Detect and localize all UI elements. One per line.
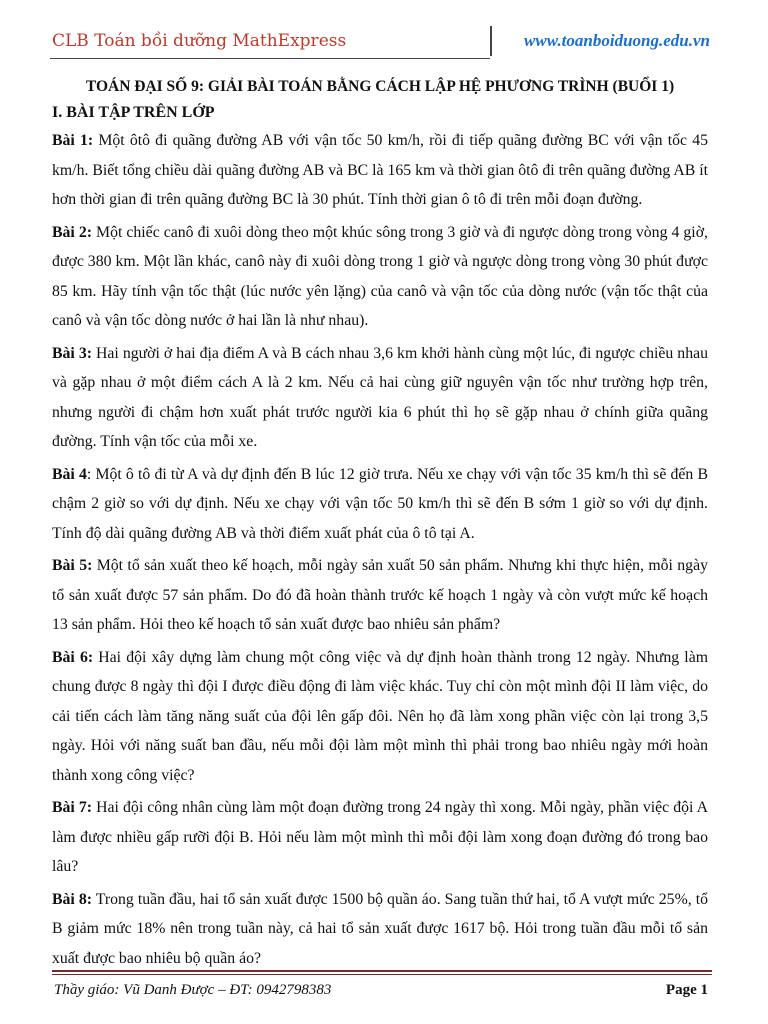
- problem-8: [52, 885, 708, 974]
- header-divider: [50, 58, 490, 59]
- problem-4: [52, 460, 708, 549]
- problem-label: Bài 5:: [52, 557, 93, 574]
- problem-label: Bài 4: [52, 465, 87, 483]
- problem-label: Bài 3:: [52, 344, 92, 362]
- problem-text: Một tổ sản xuất theo kế hoạch, mỗi ngày sản xuất 50 sản phẩm. Nhưng khi thực hiện, mỗi ngày tổ sản xuất được 57 sản phẩm. Do đó đã hoàn thành trước kế hoạch 1 ngày và còn vượt mức kế hoạch 13 sản phẩm. Hỏi theo kế hoạch tổ sản xuất được bao nhiêu sản phẩm?: [52, 557, 708, 633]
- section-heading: I. BÀI TẬP TRÊN LỚP: [52, 104, 215, 121]
- header-separator: [490, 26, 492, 56]
- problem-text: Một chiếc canô đi xuôi dòng theo một khúc sông trong 3 giờ và đi ngược dòng trong vòng 4 giờ, được 380 km. Một lần khác, canô này đi xuôi dòng trong 1 giờ và ngược dòng trong vòng 30 phút được 85 km. Hãy tính vận tốc thật (lúc nước yên lặng) của canô và vận tốc của dòng nước (vận tốc thật của canô và vận tốc dòng nước ở hai lần là như nhau).: [52, 223, 708, 329]
- problem-1: [52, 126, 708, 215]
- problem-label: Bài 8:: [52, 890, 93, 908]
- footer-teacher: Thầy giáo: Vũ Danh Được – ĐT: 0942798383: [54, 982, 332, 998]
- problem-3: [52, 339, 708, 457]
- website-link[interactable]: www.toanboiduong.edu.vn: [524, 31, 710, 50]
- problem-label: Bài 7:: [52, 799, 93, 816]
- problem-text: Hai đội xây dựng làm chung một công việc và dự định hoàn thành trong 12 ngày. Nhưng làm chung được 8 ngày thì đội I được điều động đi làm việc khác. Tuy chỉ còn một mình đội II làm việc, do cải tiến cách làm tăng năng suất của đội lên gấp đôi. Nên họ đã làm xong phần việc còn lại trong 3,5 ngày. Hỏi với năng suất ban đầu, nếu mỗi đội làm một mình thì phải trong bao nhiêu ngày mới hoàn thành xong công việc?: [52, 648, 708, 784]
- problem-text: Hai đội công nhân cùng làm một đoạn đường trong 24 ngày thì xong. Mỗi ngày, phần việc đội A làm được nhiều gấp rưỡi đội B. Hỏi nếu làm một mình thì mỗi đội làm xong đoạn đường đó trong bao lâu?: [52, 799, 708, 875]
- problem-6: [52, 643, 708, 791]
- problem-5: [52, 551, 708, 640]
- problem-label: Bài 1:: [52, 132, 94, 149]
- problem-text: : Một ô tô đi từ A và dự định đến B lúc 12 giờ trưa. Nếu xe chạy với vận tốc 35 km/h thì sẽ đến B chậm 2 giờ so với dự định. Nếu xe chạy với vận tốc 50 km/h thì sẽ đến B sớm 1 giờ so với dự định. Tính độ dài quãng đường AB và thời điểm xuất phát của ô tô tại A.: [52, 465, 708, 542]
- document-title: TOÁN ĐẠI SỐ 9: GIẢI BÀI TOÁN BẰNG CÁCH LẬP HỆ PHƯƠNG TRÌNH (BUỔI 1): [85, 78, 675, 95]
- footer-divider: [52, 970, 712, 972]
- document-body: [52, 72, 708, 976]
- footer-divider-thin: [52, 974, 712, 975]
- problem-text: Một ôtô đi quãng đường AB với vận tốc 50 km/h, rồi đi tiếp quãng đường BC với vận tốc 45 km/h. Biết tổng chiều dài quãng đường AB và BC là 165 km và thời gian ôtô đi trên quãng đường AB ít hơn thời gian đi trên quãng đường BC là 30 phút. Tính thời gian ô tô đi trên mỗi đoạn đường.: [52, 132, 709, 208]
- page-number: Page 1: [665, 982, 708, 998]
- problem-text: Trong tuần đầu, hai tổ sản xuất được 1500 bộ quần áo. Sang tuần thứ hai, tổ A vượt mức 25%, tổ B giảm mức 18% nên trong tuần này, cả hai tổ sản xuất được 1617 bộ. Hỏi trong tuần đầu mỗi tổ sản xuất được bao nhiêu bộ quần áo?: [52, 890, 708, 967]
- problem-label: Bài 6:: [52, 648, 94, 666]
- page-header: [0, 0, 768, 62]
- problem-7: [52, 793, 708, 882]
- problem-label: Bài 2:: [52, 223, 93, 241]
- problem-2: [52, 218, 708, 336]
- problem-text: Hai người ở hai địa điểm A và B cách nhau 3,6 km khởi hành cùng một lúc, đi ngược chiều nhau và gặp nhau ở một điểm cách A là 2 km. Nếu cả hai cùng giữ nguyên vận tốc như trường hợp trên, nhưng người đi chậm hơn xuất phát trước người kia 6 phút thì họ sẽ gặp nhau ở chính giữa quãng đường. Tính vận tốc của mỗi xe.: [52, 344, 708, 450]
- brand-name: CLB Toán bồi dưỡng MathExpress: [52, 31, 347, 51]
